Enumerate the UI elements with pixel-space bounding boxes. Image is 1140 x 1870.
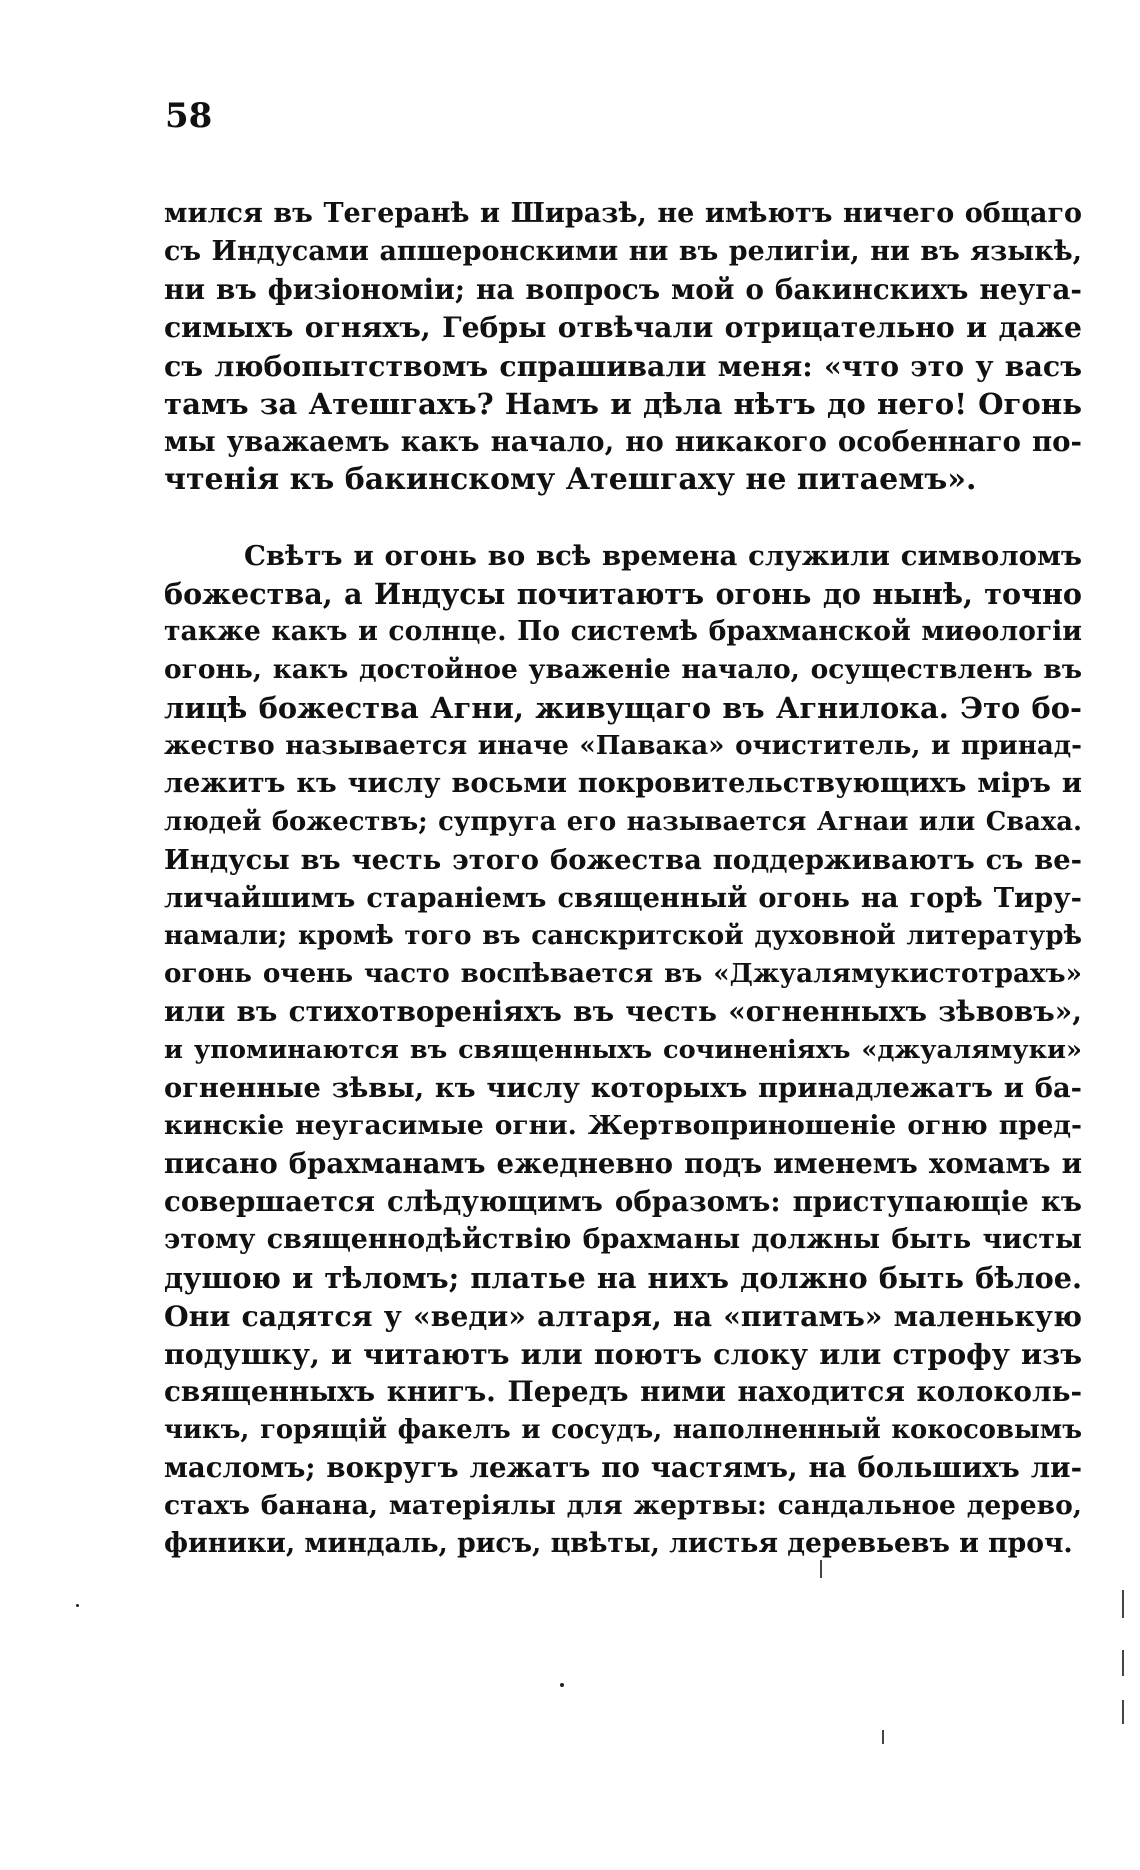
text-line: съ любопытствомъ спрашивали меня: «что это у васъ <box>164 349 1082 383</box>
text-line: съ Индусами апшеронскими ни въ религіи, ни въ языкѣ, <box>164 236 1082 267</box>
text-line: Они садятся у «веди» алтаря, на «питамъ» маленькую <box>164 1299 1082 1333</box>
text-line: Индусы въ честь этого божества поддерживаютъ съ ве- <box>164 844 1082 876</box>
text-line: мы уважаемъ какъ начало, но никакого особеннаго по- <box>164 425 1082 458</box>
paragraph-1 <box>164 195 1082 499</box>
paragraph-2 <box>164 537 1082 1563</box>
text-line: масломъ; вокругъ лежатъ по частямъ, на большихъ ли- <box>164 1452 1082 1484</box>
scan-mark <box>1122 1650 1124 1676</box>
text-line: стахъ банана, матеріялы для жертвы: сандальное дерево, <box>164 1490 1082 1521</box>
text-line: жество называется иначе «Павака» очиститель, и принад- <box>164 730 1082 761</box>
scan-mark <box>820 1560 822 1578</box>
text-line: или въ стихотвореніяхъ въ честь «огненныхъ зѣвовъ», <box>164 995 1082 1028</box>
page-number: 58 <box>165 96 213 136</box>
text-line: чикъ, горящій факелъ и сосудъ, наполненный кокосовымъ <box>164 1415 1082 1445</box>
text-line: подушку, и читаютъ или поютъ слоку или строфу изъ <box>164 1337 1082 1371</box>
text-line: также какъ и солнце. По системѣ брахманской миѳологіи <box>164 616 1082 647</box>
text-line: огненные зѣвы, къ числу которыхъ принадлежатъ и ба- <box>164 1072 1082 1104</box>
scan-mark <box>1122 1590 1124 1618</box>
text-line: огонь очень часто воспѣвается въ «Джуалямукистотрахъ» <box>164 958 1082 989</box>
text-line: божества, а Индусы почитаютъ огонь до нынѣ, точно <box>164 577 1082 611</box>
text-line: чтенія къ бакинскому Атешгаху не питаемъ». <box>164 462 977 497</box>
text-line: мился въ Тегеранѣ и Ширазѣ, не имѣютъ ничего общаго <box>164 198 1082 229</box>
text-line: намали; кромѣ того въ санскритской духовной литературѣ <box>164 920 1082 951</box>
text-line: людей божествъ; супруга его называется Агнаи или Сваха. <box>164 807 1082 837</box>
text-line: симыхъ огняхъ, Гебры отвѣчали отрицательно и даже <box>164 311 1082 344</box>
text-line: и упоминаются въ священныхъ сочиненіяхъ «джуалямуки» <box>164 1035 1082 1065</box>
text-line: ни въ физіономіи; на вопросъ мой о бакинскихъ неуга- <box>164 273 1082 306</box>
text-line: лицѣ божества Агни, живущаго въ Агнилока. Это бо- <box>164 691 1082 725</box>
text-line: тамъ за Атешгахъ? Намъ и дѣла нѣтъ до него! Огонь <box>164 387 1082 421</box>
scan-mark <box>882 1730 884 1744</box>
text-line: личайшимъ стараніемъ священный огонь на горѣ Тиру- <box>164 882 1082 914</box>
text-line: этому священнодѣйствію брахманы должны быть чисты <box>164 1224 1082 1255</box>
text-line: финики, миндаль, рисъ, цвѣты, листья деревьевъ и проч. <box>164 1528 1073 1559</box>
text-line: совершается слѣдующимъ образомъ: приступающіе къ <box>164 1185 1082 1218</box>
scan-speck <box>76 1604 79 1607</box>
text-line: писано брахманамъ ежедневно подъ именемъ хомамъ и <box>164 1148 1082 1180</box>
text-line: душою и тѣломъ; платье на нихъ должно быть бѣлое. <box>164 1261 1082 1295</box>
text-line: священныхъ книгъ. Передъ ними находится колоколь- <box>164 1375 1082 1408</box>
text-line: кинскіе неугасимые огни. Жертвоприношеніе огню пред- <box>164 1110 1082 1141</box>
text-line: лежитъ къ числу восьми покровительствующихъ міръ и <box>164 768 1082 799</box>
scan-mark <box>1122 1700 1124 1724</box>
scan-speck <box>560 1683 564 1687</box>
text-line: Свѣтъ и огонь во всѣ времена служили символомъ <box>244 540 1082 572</box>
text-line: огонь, какъ достойное уваженіе начало, осуществленъ въ <box>164 654 1082 685</box>
